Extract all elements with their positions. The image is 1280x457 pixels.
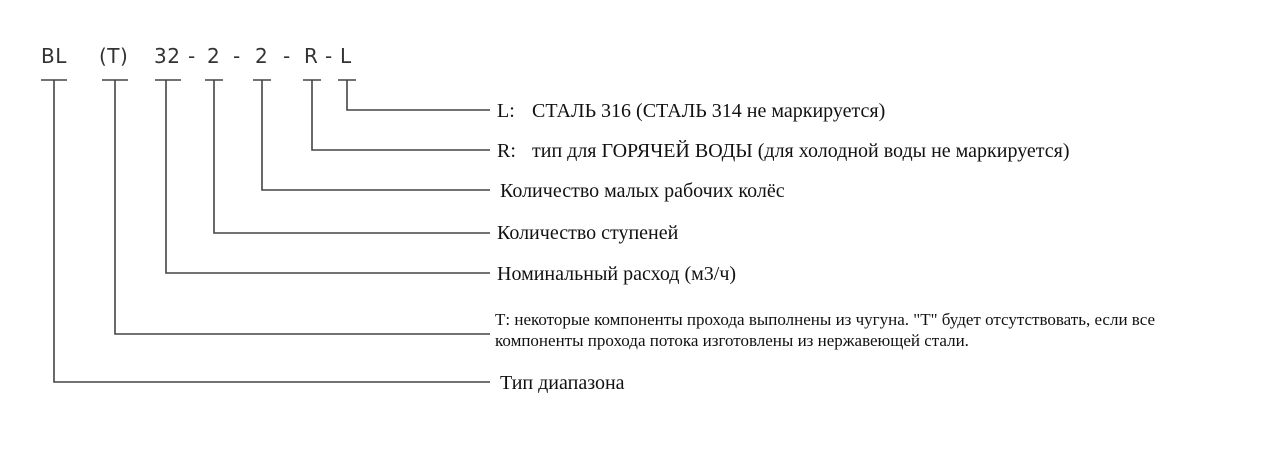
code-material-option: (T): [99, 44, 129, 68]
code-separator-4: -: [325, 44, 333, 68]
leader-stages: [214, 80, 490, 233]
code-separator-1: -: [188, 44, 196, 68]
leader-steel: [347, 80, 490, 110]
desc-small-impellers: Количество малых рабочих колёс: [500, 180, 785, 202]
desc-material-option-line2: компоненты прохода потока изготовлены из нержавеющей стали.: [495, 331, 969, 350]
desc-steel: СТАЛЬ 316 (СТАЛЬ 314 не маркируется): [532, 100, 886, 122]
leader-material-option: [115, 80, 490, 334]
leader-small-impellers: [262, 80, 490, 190]
desc-hot-water-prefix: R:: [497, 140, 516, 162]
code-hot-water: R: [304, 44, 319, 68]
desc-material-option-line1: Т: некоторые компоненты прохода выполнены из чугуна. "Т" будет отсутствовать, если все: [495, 310, 1156, 329]
desc-flow: Номинальный расход (м3/ч): [497, 263, 737, 285]
code-stages: 2: [207, 44, 221, 68]
leader-hot-water: [312, 80, 490, 150]
desc-steel-prefix: L:: [497, 100, 515, 122]
code-series: BL: [41, 44, 67, 68]
code-steel: L: [340, 44, 352, 68]
code-separator-3: -: [283, 44, 291, 68]
desc-stages: Количество ступеней: [497, 222, 679, 244]
code-flow: 32: [154, 44, 181, 68]
code-separator-2: -: [233, 44, 241, 68]
desc-series: Тип диапазона: [500, 372, 625, 394]
desc-hot-water: тип для ГОРЯЧЕЙ ВОДЫ (для холодной воды не маркируется): [532, 140, 1070, 162]
leader-series: [54, 80, 490, 382]
code-small-impellers: 2: [255, 44, 269, 68]
